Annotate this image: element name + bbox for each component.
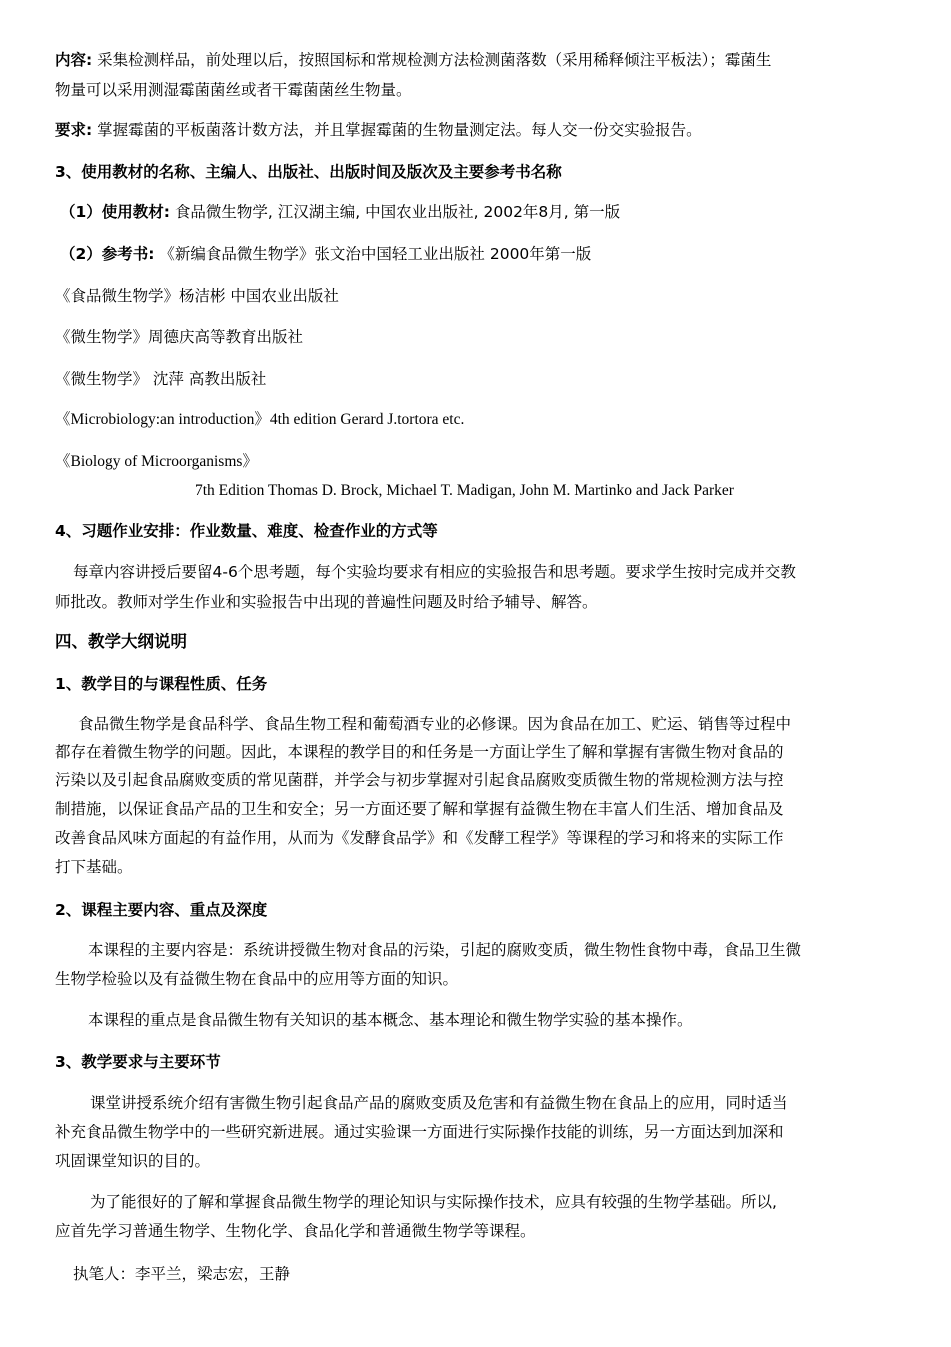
content-paragraph-line: 物量可以采用测湿霉菌菌丝或者干霉菌菌丝生物量。	[55, 81, 412, 99]
reference-item: 《食品微生物学》杨洁彬 中国农业出版社	[55, 287, 339, 305]
paragraph-line: 都存在着微生物学的问题。因此，本课程的教学目的和任务是一方面让学生了解和掌握有害微生物对食品的	[55, 743, 784, 761]
requirement-label: 要求:	[55, 121, 93, 139]
reference-item: 《Microbiology:an introduction》4th edition Gerard J.tortora etc.	[55, 411, 465, 428]
reference-item-continued: 7th Edition Thomas D. Brock, Michael T. Madigan, John M. Martinko and Jack Parker	[195, 482, 734, 499]
heading-textbooks: 3、使用教材的名称、主编人、出版社、出版时间及版次及主要参考书名称	[55, 163, 562, 181]
paragraph-line: 巩固课堂知识的目的。	[55, 1152, 211, 1170]
author-line: 执笔人：李平兰，梁志宏，王静	[73, 1265, 291, 1283]
subsection-heading: 3、教学要求与主要环节	[55, 1053, 221, 1071]
paragraph-line: 本课程的主要内容是：系统讲授微生物对食品的污染，引起的腐败变质，微生物性食物中毒，食品卫生微	[88, 941, 802, 959]
section-heading: 四、教学大纲说明	[55, 632, 187, 651]
reference-item: 《微生物学》周德庆高等教育出版社	[55, 328, 304, 346]
paragraph-line: 应首先学习普通生物学、生物化学、食品化学和普通微生物学等课程。	[55, 1222, 536, 1240]
paragraph-line: 课堂讲授系统介绍有害微生物引起食品产品的腐败变质及危害和有益微生物在食品上的应用，同时适当	[90, 1094, 788, 1112]
content-text: 采集检测样品，前处理以后，按照国标和常规检测方法检测菌落数（采用稀释倾注平板法）；霉菌生	[97, 51, 772, 69]
paragraph-line: 为了能很好的了解和掌握食品微生物学的理论知识与实际操作技术，应具有较强的生物学基础。所以,	[90, 1193, 777, 1211]
reference-line	[60, 242, 900, 266]
paragraph-line: 打下基础。	[55, 858, 133, 876]
requirement-text: 掌握霉菌的平板菌落计数方法，并且掌握霉菌的生物量测定法。每人交一份交实验报告。	[97, 121, 702, 139]
textbook-text: 食品微生物学, 江汉湖主编, 中国农业出版社, 2002年8月, 第一版	[174, 203, 621, 221]
content-label: 内容:	[55, 51, 93, 69]
subsection-heading: 2、课程主要内容、重点及深度	[55, 901, 268, 919]
heading-homework: 4、习题作业安排：作业数量、难度、检查作业的方式等	[55, 522, 438, 540]
requirement-paragraph-line	[55, 118, 895, 142]
textbook-line	[60, 200, 900, 224]
paragraph-line: 补充食品微生物学中的一些研究新进展。通过实验课一方面进行实际操作技能的训练，另一方面达到加深和	[55, 1123, 784, 1141]
reference-item: 《微生物学》 沈萍 高教出版社	[55, 370, 267, 388]
paragraph-line: 生物学检验以及有益微生物在食品中的应用等方面的知识。	[55, 970, 459, 988]
content-paragraph-line	[55, 48, 895, 72]
paragraph-line: 本课程的重点是食品微生物有关知识的基本概念、基本理论和微生物学实验的基本操作。	[88, 1011, 693, 1029]
textbook-label: （1）使用教材:	[60, 203, 170, 221]
reference-label: （2）参考书:	[60, 245, 155, 263]
paragraph-line: 食品微生物学是食品科学、食品生物工程和葡萄酒专业的必修课。因为食品在加工、贮运、销售等过程中	[78, 715, 792, 733]
subsection-heading: 1、教学目的与课程性质、任务	[55, 675, 268, 693]
paragraph-line: 改善食品风味方面起的有益作用，从而为《发酵食品学》和《发酵工程学》等课程的学习和将来的实际工作	[55, 829, 784, 847]
homework-paragraph-line: 师批改。教师对学生作业和实验报告中出现的普遍性问题及时给予辅导、解答。	[55, 593, 598, 611]
reference-item: 《Biology of Microorganisms》	[55, 453, 258, 470]
reference-text: 《新编食品微生物学》张文治中国轻工业出版社 2000年第一版	[159, 245, 592, 263]
paragraph-line: 污染以及引起食品腐败变质的常见菌群，并学会与初步掌握对引起食品腐败变质微生物的常规检测方法与控	[55, 771, 784, 789]
paragraph-line: 制措施，以保证食品产品的卫生和安全；另一方面还要了解和掌握有益微生物在丰富人们生活、增加食品及	[55, 800, 784, 818]
homework-paragraph-line: 每章内容讲授后要留4-6个思考题，每个实验均要求有相应的实验报告和思考题。要求学生按时完成并交教	[73, 563, 796, 581]
